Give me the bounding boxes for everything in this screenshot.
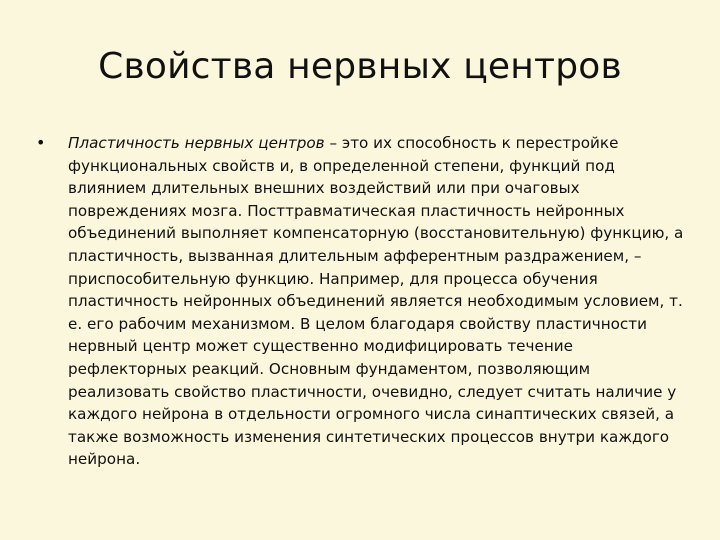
slide-title: Свойства нервных центров — [98, 46, 622, 87]
bullet-item — [36, 132, 684, 471]
bullet-marker: • — [36, 133, 46, 152]
bullet-text: – это их способность к перестройке функциональных свойств и, в определенной степени, функций под влиянием длительных внешних воздействий или при очаговых повреждениях мозга. Посттравматическая пластичность нейронных объединений выполняет компенсаторную (восстановительную) функцию, а пластичность, вызванная длительным афферентным раздражением, – приспособительную функцию. Например, для процесса обучения пластичность нейронных объединений является необходимым условием, т. е. его рабочим механизмом. В целом благодаря свойству пластичности нервный центр может существенно модифицировать течение рефлекторных реакций. Основным фундаментом, позволяющим реализовать свойство пластичности, очевидно, следует считать наличие у каждого нейрона в отдельности огромного числа синаптических связей, а также возможность изменения синтетических процессов внутри каждого нейрона. — [68, 134, 684, 469]
bullet-term: Пластичность нервных центров — [68, 134, 325, 152]
bullet-list — [36, 132, 684, 471]
